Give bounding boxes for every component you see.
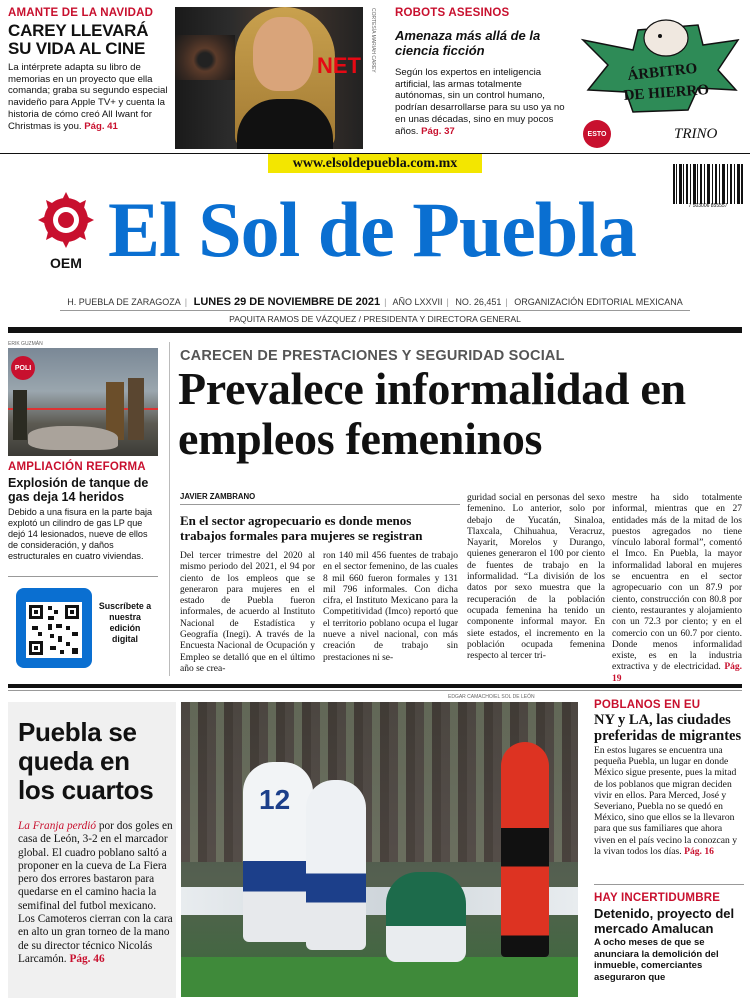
subscribe-digital-link[interactable]: Suscríbete a nuestra edición digital <box>98 601 152 644</box>
dateline-city: H. PUEBLA DE ZARAGOZA <box>67 297 181 307</box>
right-divider <box>594 884 744 885</box>
dateline: H. PUEBLA DE ZARAGOZA | LUNES 29 DE NOVIEMBRE DE 2021 | AÑO LXXVII | NO. 26,451 | ORGANIZACIÓN EDITORIAL MEXICANA <box>67 296 683 308</box>
robots-page-link[interactable]: Pág. 37 <box>421 125 455 137</box>
website-url[interactable]: www.elsoldepuebla.com.mx <box>268 154 482 173</box>
sports-summary <box>18 820 173 966</box>
sports-summary-text: por dos goles en casa de León, 3-2 en el marcador global. El cuadro poblano saltó a proponer en la cueva de La Fiera pero dos errores bastaron para quedarse en el camino hacia la semifinal del futbol mexicano. Los Camoteros cierran con la cara en alto un gran torneo de la mano de su director técnico Nicolás Larcamón. <box>18 820 173 965</box>
lead-byline: JAVIER ZAMBRANO <box>180 492 256 501</box>
poli-badge[interactable]: POLI <box>11 356 35 380</box>
lead-column-1: Del tercer trimestre del 2020 al mismo periodo del 2021, el 94 por ciento de los empleos que se generaron para mujeres en el estado de Puebla fueron informales, de acuerdo al Instituto Nacional de Estadística y Geografía (Inegi). A través de la Encuesta Nacional de Ocupación y Empleo se detalló que en el último año se crea- <box>180 551 315 674</box>
eu-page-link[interactable]: Pág. 16 <box>684 845 714 857</box>
lead-column-4 <box>612 493 742 685</box>
lead-column-2: ron 140 mil 456 fuentes de trabajo en el sector femenino, de las cuales 8 mil 660 fueron formales y 131 mil 796 informales. Con dicha cifra, el Instituto Mexicano para la Competitividad (Imco) reportó que el territorio poblano ocupa el lugar nueve a nivel nacional, con más creación de trabajo sin prestaciones ni se- <box>323 551 458 663</box>
explosion-photo-credit: ERIK GUZMÁN <box>8 341 43 347</box>
lead-page-link[interactable]: Pág. 19 <box>612 662 743 684</box>
barcode-number: 7 503006 855557 <box>688 203 728 209</box>
rubble-shape <box>28 426 118 450</box>
carey-kicker: AMANTE DE LA NAVIDAD <box>8 7 154 19</box>
byline-divider <box>180 504 460 505</box>
sports-lead-phrase: La Franja perdió <box>18 820 97 832</box>
qr-phone-graphic[interactable] <box>16 588 92 668</box>
carey-summary <box>8 62 170 132</box>
cartoon-text-2: DE HIERRO <box>623 82 710 104</box>
pitch-grass <box>181 957 578 997</box>
newspaper-title[interactable]: El Sol de Puebla <box>108 186 636 273</box>
explosion-summary: Debido a una fisura en la parte baja explotó un cilindro de gas LP que dejó 14 lesionados, nueve de ellos de consideración, y daños estructurales en cuatro viviendas. <box>8 507 153 561</box>
carey-headline[interactable]: CAREY LLEVARÁ SU VIDA AL CINE <box>8 21 149 58</box>
sports-photo-credit: EDGAR CAMACHO/EL SOL DE LEÓN <box>448 694 535 700</box>
bottom-band-bar <box>8 684 742 688</box>
sports-headline[interactable]: Puebla se queda en los cuartos <box>18 717 154 805</box>
robots-summary <box>395 67 570 137</box>
carey-photo-credit: CORTESÍA MARIAH CAREY <box>370 8 376 73</box>
bottom-band-line <box>8 690 742 691</box>
cartoon-text-1: ÁRBITRO <box>626 60 699 84</box>
explosion-headline[interactable]: Explosión de tanque de gas deja 14 heridos <box>8 476 149 504</box>
market-summary: A ocho meses de que se anunciara la demolición del inmueble, comerciantes aseguraron que <box>594 937 719 983</box>
soccer-photo[interactable] <box>181 702 578 997</box>
sports-page-link[interactable]: Pág. 46 <box>69 952 105 965</box>
director-line: PAQUITA RAMOS DE VÁZQUEZ / PRESIDENTA Y DIRECTORA GENERAL <box>229 314 521 324</box>
left-column-rule <box>169 342 170 676</box>
dateline-year: AÑO LXXVII <box>392 297 443 307</box>
dateline-divider <box>60 310 690 311</box>
market-kicker: HAY INCERTIDUMBRE <box>594 892 721 904</box>
jersey-number: 12 <box>259 784 291 815</box>
robots-headline[interactable]: Amenaza más allá de la ciencia ficción <box>395 28 541 58</box>
cartoon-signature: TRINO <box>674 126 718 142</box>
explosion-kicker: AMPLIACIÓN REFORMA <box>8 461 146 473</box>
lead-column-4-text: mestre ha sido totalmente informal, mientras que en 27 entidades más de la mitad de los puestos agregados no tiene vínculo laboral formal”, comentó el Imco. En Puebla, la mayor informalidad laboral en mujeres se encuentra en el sector agropecuario con un 87.9 por ciento, construcción con 80.8 por ciento, restaurantes y alojamiento con un 72.3 por ciento; y en el comercio con un 60.7 por ciento. Donde menos informalidad existe, es en la industria extractiva y de electricidad. <box>612 493 742 673</box>
dateline-number: NO. 26,451 <box>455 297 502 307</box>
eye-closeup <box>175 35 235 80</box>
oem-logo-icon[interactable] <box>30 190 102 274</box>
referee-shape <box>501 742 549 957</box>
dateline-date: LUNES 29 DE NOVIEMBRE DE 2021 <box>193 296 381 308</box>
cartoon-head <box>644 20 688 56</box>
carey-summary-text: La intérprete adapta su libro de memorias en un proyecto que ella comanda; graba su segundo especial navideño para Apple TV+ y cuenta la historia de cómo creó All Iwant for Christmas is you. <box>8 62 168 132</box>
face-shape <box>253 17 313 91</box>
dateline-org: ORGANIZACIÓN EDITORIAL MEXICANA <box>514 297 683 307</box>
player-shape <box>306 780 366 950</box>
lead-column-3: guridad social en personas del sexo femenino. Lo anterior, solo por debajo de Yucatán, Sinaloa, Tlaxcala, Chihuahua, Veracruz, Nayarit, Morelos y Durango, quienes generaron el 100 por ciento de fuentes de trabajo en la informalidad. “La división de los datos por sexo muestra que la recuperación de la población ocupada femenina ha tenido un componente informal mayor. En siete estados, el incremento en la población ocupada femenina respecto al tercer tri- <box>467 493 605 662</box>
eu-kicker: POBLANOS EN EU <box>594 699 701 711</box>
lead-deck: En el sector agropecuario es donde menos trabajos formales para mujeres se registran <box>180 513 423 543</box>
market-headline[interactable]: Detenido, proyecto del mercado Amalucan <box>594 906 735 936</box>
carey-page-link[interactable]: Pág. 41 <box>84 120 118 132</box>
oem-logo-text: OEM <box>50 255 82 271</box>
figure-shape <box>13 390 27 440</box>
eu-summary-text: En estos lugares se encuentra una pequeña Puebla, un lugar en donde México sigue presente, pues la mitad de los poblanos que migran deciden vivir en ellos. Para Merced, José y Severiano, Puebla no se quedó en México, sino que ellos se la llevaron para que sus familiares que ahora viven en el país vecino la conozcan y la vivan todos los días. <box>594 745 738 857</box>
netflix-logo: NET <box>317 53 361 78</box>
eu-summary <box>594 745 744 857</box>
lead-kicker: CARECEN DE PRESTACIONES Y SEGURIDAD SOCIAL <box>180 348 565 364</box>
carey-photo[interactable] <box>175 7 363 149</box>
qr-code-icon <box>26 602 82 658</box>
robots-kicker: ROBOTS ASESINOS <box>395 7 510 19</box>
cartoon-eye <box>658 34 662 38</box>
eu-headline[interactable]: NY y LA, las ciudades preferidas de migrantes <box>594 712 742 744</box>
kneeling-player-shape <box>386 872 466 962</box>
masthead-bottom-bar <box>8 327 742 333</box>
lead-headline[interactable]: Prevalece informalidad en empleos femeninos <box>178 363 686 464</box>
left-divider <box>8 576 158 577</box>
esto-badge[interactable]: ESTO <box>583 120 611 148</box>
robots-summary-text: Según los expertos en inteligencia artificial, las armas totalmente autónomas, sin un control humano, podrían desarrollarse para su uso ya no en unas décadas, sino en muy pocos años. <box>395 67 565 137</box>
firefighter-shape-2 <box>128 378 144 440</box>
